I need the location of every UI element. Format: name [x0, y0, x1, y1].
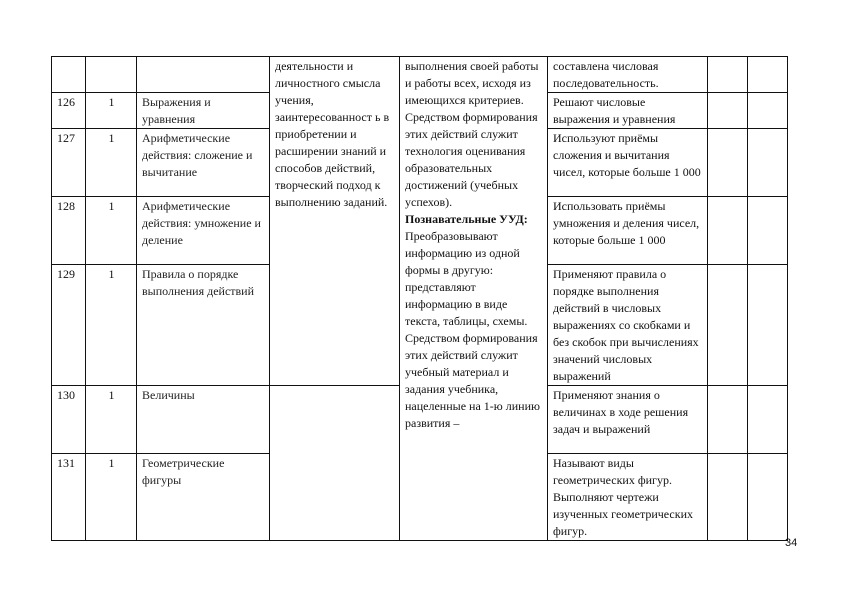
- lesson-number: 131: [52, 454, 86, 541]
- empty-cell: [708, 454, 748, 541]
- page-number: 34: [785, 537, 798, 549]
- empty-cell: [748, 57, 788, 93]
- lesson-topic: [137, 57, 270, 93]
- lesson-topic: Величины: [137, 386, 270, 454]
- hours-count: [86, 57, 137, 93]
- empty-cell: [708, 197, 748, 265]
- outcomes-paragraph: Преобразовывают информацию из одной формы в другую: представляют информацию в виде текста, таблицы, схемы.: [405, 229, 528, 328]
- outcomes-paragraph: Средством формирования этих действий служит учебный материал и задания учебника, нацеленные на 1-ю линию развития –: [405, 331, 540, 430]
- personal-outcomes-cell-empty: [270, 386, 400, 541]
- empty-cell: [748, 93, 788, 129]
- empty-cell: [748, 265, 788, 386]
- empty-cell: [708, 386, 748, 454]
- subject-results: Называют виды геометрических фигур. Выполняют чертежи изученных геометрических фигур.: [548, 454, 708, 541]
- empty-cell: [748, 454, 788, 541]
- lesson-topic: Арифметические действия: умножение и деление: [137, 197, 270, 265]
- hours-count: 1: [86, 93, 137, 129]
- outcomes-paragraph: выполнения своей работы и работы всех, исходя из имеющихся критериев.: [405, 59, 539, 107]
- hours-count: 1: [86, 454, 137, 541]
- empty-cell: [708, 57, 748, 93]
- lesson-topic: Арифметические действия: сложение и вычитание: [137, 129, 270, 197]
- lesson-number: 130: [52, 386, 86, 454]
- lesson-number: [52, 57, 86, 93]
- empty-cell: [748, 386, 788, 454]
- subject-results: Применяют знания о величинах в ходе решения задач и выражений: [548, 386, 708, 454]
- empty-cell: [708, 93, 748, 129]
- lesson-number: 129: [52, 265, 86, 386]
- subject-results: Решают числовые выражения и уравнения: [548, 93, 708, 129]
- outcomes-paragraph: Средством формирования этих действий служит технология оценивания образовательных достижений (учебных успехов).: [405, 110, 538, 209]
- personal-outcomes-cell: деятельности и личностного смысла учения, заинтересованност ь в приобретении и расширении знаний и способов действий, творческий подход к выполнению заданий.: [270, 57, 400, 386]
- subject-results: Применяют правила о порядке выполнения действий в числовых выражениях со скобками и без скобок при вычислениях значений числовых выражений: [548, 265, 708, 386]
- empty-cell: [748, 197, 788, 265]
- hours-count: 1: [86, 265, 137, 386]
- hours-count: 1: [86, 129, 137, 197]
- empty-cell: [708, 129, 748, 197]
- lesson-topic: Правила о порядке выполнения действий: [137, 265, 270, 386]
- lesson-number: 127: [52, 129, 86, 197]
- table-row: [52, 57, 788, 93]
- outcomes-heading: Познавательные УУД:: [405, 212, 528, 226]
- subject-results: Используют приёмы сложения и вычитания чисел, которые больше 1 000: [548, 129, 708, 197]
- lesson-number: 128: [52, 197, 86, 265]
- hours-count: 1: [86, 197, 137, 265]
- hours-count: 1: [86, 386, 137, 454]
- lesson-topic: Выражения и уравнения: [137, 93, 270, 129]
- lesson-topic: Геометрические фигуры: [137, 454, 270, 541]
- meta-subject-outcomes-cell: [400, 57, 548, 541]
- subject-results: составлена числовая последовательность.: [548, 57, 708, 93]
- lesson-number: 126: [52, 93, 86, 129]
- lesson-plan-table: [51, 56, 788, 541]
- subject-results: Использовать приёмы умножения и деления чисел, которые больше 1 000: [548, 197, 708, 265]
- empty-cell: [748, 129, 788, 197]
- empty-cell: [708, 265, 748, 386]
